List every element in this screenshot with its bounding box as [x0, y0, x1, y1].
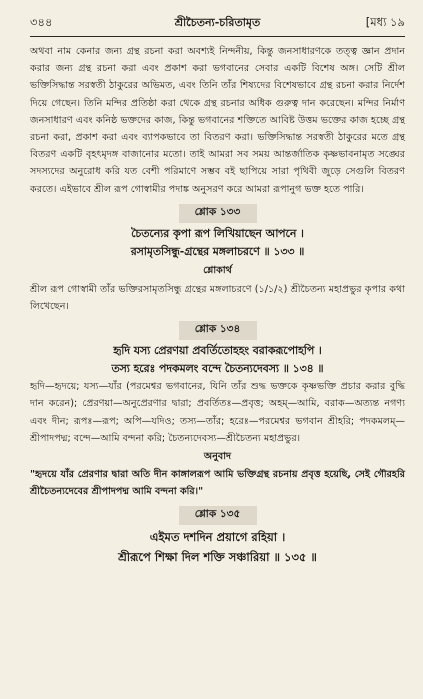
shloka-135-line-2: শ্রীরূপে শিক্ষা দিল শক্তি সঞ্চারিয়া ॥ ১৩৫ ॥: [118, 550, 317, 565]
shloka-134-line-2: তস্য হরেঃ পদকমলং বন্দে চৈতন্যদেবস্য ॥ ১৩৪ ॥: [111, 362, 324, 376]
shloka-133-line-2: রসামৃতসিন্ধু-গ্রন্থের মঙ্গলাচরণে ॥ ১৩৩ ॥: [130, 244, 305, 258]
purport-paragraph: অথবা নাম কেনার জন্য গ্রন্থ রচনা করা অবশ্যই নিন্দনীয়, কিন্তু জনসাধারণকে তত্ত্ব জ্ঞান প্রদান করার জন্য গ্রন্থ রচনা করা এবং প্রকাশ করা ভগবানের সেবার একটি বিশেষ অঙ্গ। সেটি শ্রীল ভক্তিসিদ্ধান্ত সরস্বতী ঠাকুরের অভিমত, এবং তিনি তাঁর শিষ্যদের বিশেষভাবে গ্রন্থ রচনা করার নির্দেশ দিয়ে গেছেন। তিনি মন্দির প্রতিষ্ঠা করা থেকে গ্রন্থ রচনার অধিক গুরুত্ব দান করেছেন। মন্দির নির্মাণ জনসাধারণ এবং কনিষ্ঠ ভক্তদের কাজ, কিন্তু ভগবানের শক্তিতে আবিষ্ট উত্তম ভক্তের কাজ হচ্ছে গ্রন্থ রচনা করা, প্রকাশ করা এবং ব্যাপকভাবে তা বিতরণ করা। ভক্তিসিদ্ধান্ত সরস্বতী ঠাকুরের মতে গ্রন্থ বিতরণ একটি বৃহৎমৃদঙ্গ বাজানোর মতো। তাই আমরা সব সময় আন্তর্জাতিক কৃষ্ণভাবনামৃত সঙ্ঘের সদস্যদের অনুরোধ করি যত বেশী পরিমাণে সম্ভব বই ছাপিয়ে সারা পৃথিবী জুড়ে সেগুলি বিতরণ করতে। এইভাবে শ্রীল রূপ গোস্বামীর পদাঙ্ক অনুসরণ করে আমরা রূপানুগ ভক্ত হতে পারি।: [30, 46, 405, 195]
shloka-133-heading: শ্লোক ১৩৩: [179, 204, 257, 223]
running-header: [30, 14, 405, 32]
book-title: শ্রীচৈতন্য-চরিতামৃত: [174, 15, 261, 29]
shloka-134-translation: "হৃদয়ে যাঁর প্রেরণার দ্বারা অতি দীন কাঙ্গালরূপ আমি ভক্তিগ্রন্থ রচনায় প্রবৃত্ত হয়েছি, সেই গৌরহরি শ্রীচৈতন্যদেবের শ্রীপাদপদ্ম আমি বন্দনা করি।": [30, 469, 405, 498]
shloka-133-line-1: চৈতন্যের কৃপা রূপ লিখিয়াছেন আপনে ।: [131, 226, 304, 240]
shloka-135-line-1: এইমত দশদিন প্রয়াগে রহিয়া ।: [149, 530, 286, 545]
shloka-134-line-1: হৃদি যস্য প্রেরণয়া প্রবর্তিতোহহং বরাকরূপোহপি ।: [113, 344, 322, 358]
shloka-135-heading: শ্লোক ১৩৫: [179, 506, 257, 525]
header-rule: [30, 36, 405, 37]
page-number: ৩৪৪: [30, 14, 53, 29]
shlokartha-label: শ্লোকার্থ: [203, 264, 232, 276]
shloka-134-synonyms: হৃদি—হৃদয়ে; যস্য—যাঁর (পরমেশ্বর ভগবানের, যিনি তাঁর শুদ্ধ ভক্তকে কৃষ্ণভক্তি প্রচার করার বুদ্ধি দান করেন); প্রেরণয়া—অনুপ্রেরণার দ্বারা; প্রবর্তিতঃ—প্রবৃত্ত; অহম্—আমি, বরাক—অত্যন্ত নগণ্য এবং দীন; রূপঃ—রূপ; অপি—যদিও; তস্য—তাঁর; হরেঃ—পরমেশ্বর ভগবান শ্রীহরি; পদকমলম্—শ্রীপাদপদ্ম; বন্দে—আমি বন্দনা করি; চৈতন্যদেবস্য—শ্রীচৈতন্য মহাপ্রভুর।: [30, 381, 405, 444]
shloka-133-translation: শ্রীল রূপ গোস্বামী তাঁর ভক্তিরসামৃতসিন্ধু গ্রন্থের মঙ্গলাচরণে (১/১/২) শ্রীচৈতন্য মহাপ্রভুর কৃপার কথা লিখেছেন।: [30, 283, 405, 313]
anubad-label: অনুবাদ: [203, 451, 232, 463]
shloka-134-heading: শ্লোক ১৩৪: [179, 321, 257, 340]
chapter-marker: [মধ্য ১৯: [365, 14, 405, 29]
